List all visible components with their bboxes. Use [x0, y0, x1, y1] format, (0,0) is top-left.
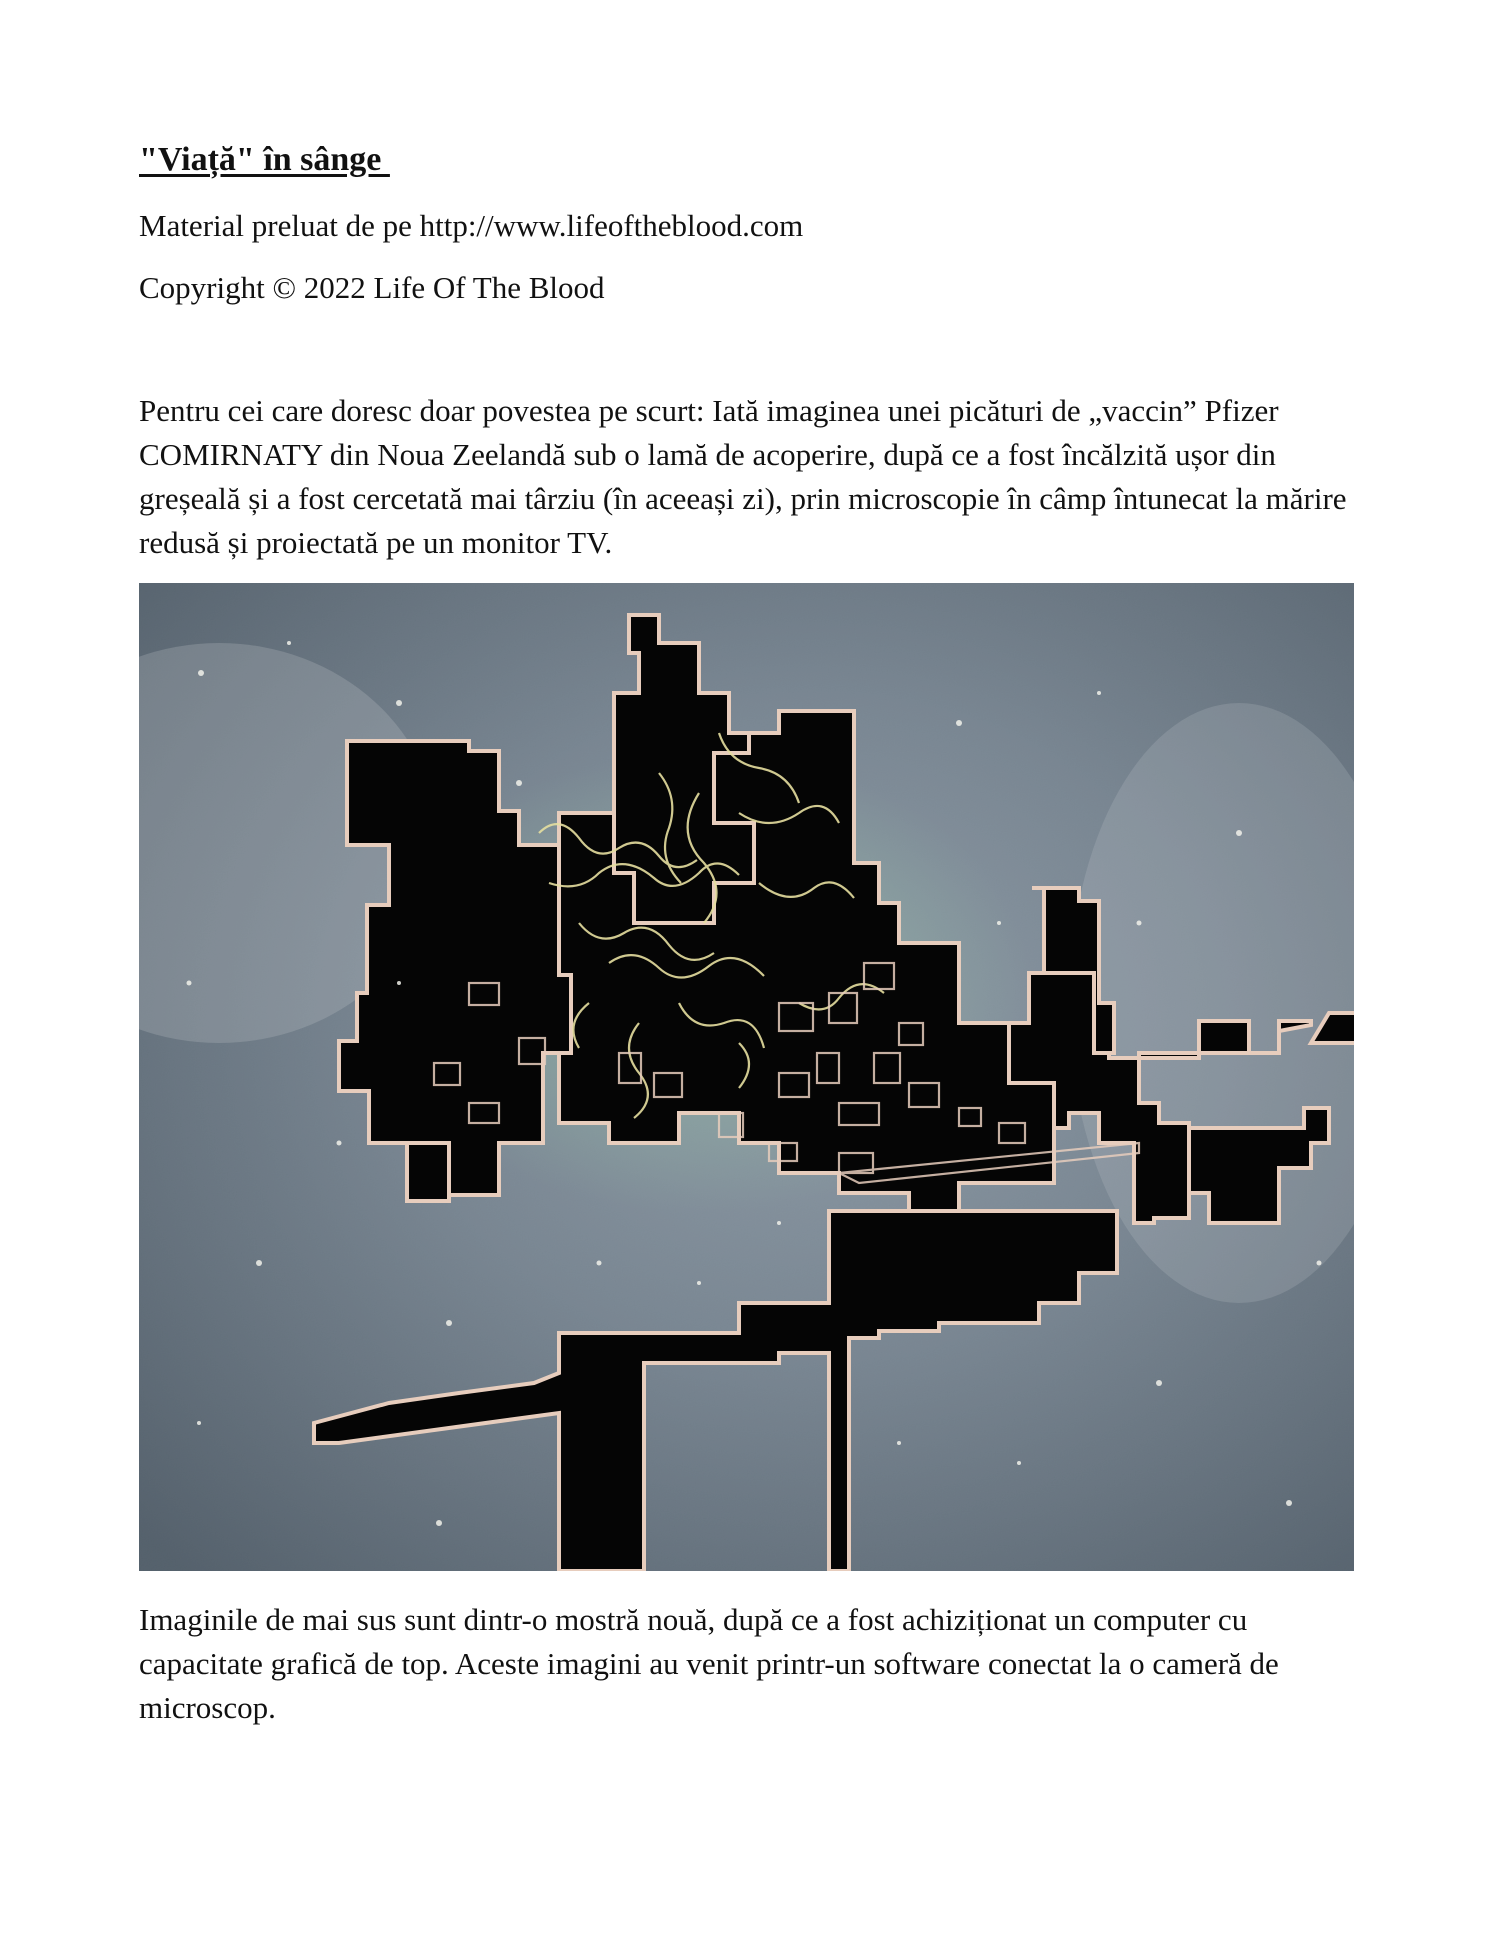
microscope-photo-icon	[139, 583, 1354, 1571]
source-line: Material preluat de pe http://www.lifeoftheblood.com	[139, 208, 804, 243]
microscope-photo	[139, 583, 1354, 1571]
intro-paragraph: Pentru cei care doresc doar povestea pe scurt: Iată imaginea unei picături de „vaccin” Pfizer COMIRNATY din Noua Zeelandă sub o lamă de acoperire, după ce a fost încălzită ușor din greșeală și a fost cercetată mai târziu (în aceeași zi), prin microscopie în câmp întunecat la mărire redusă și proiectată pe un monitor TV.	[139, 393, 1347, 560]
document-title: "Viață" în sânge	[139, 141, 390, 178]
copyright-line: Copyright © 2022 Life Of The Blood	[139, 270, 605, 305]
outro-paragraph: Imaginile de mai sus sunt dintr-o mostră nouă, după ce a fost achiziționat un computer cu capacitate grafică de top. Aceste imagini au venit printr-un software conectat la o cameră de microscop.	[139, 1602, 1279, 1725]
